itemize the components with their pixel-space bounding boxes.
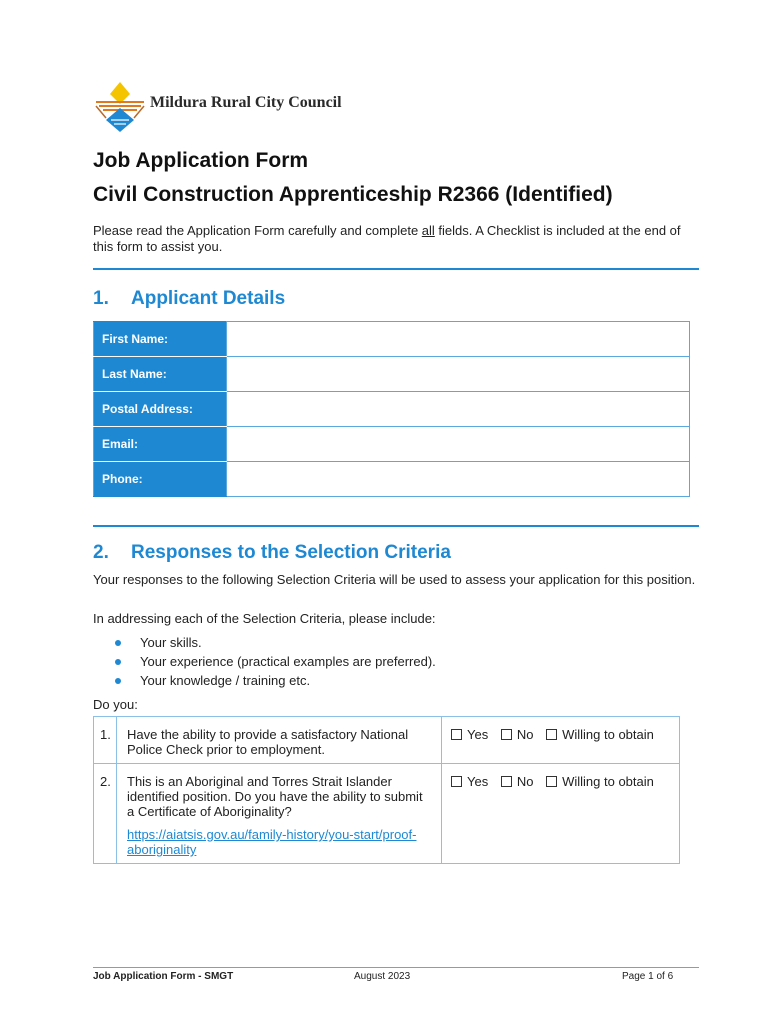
bullet-icon [115,659,121,665]
checkbox-icon[interactable] [546,729,557,740]
selection-criteria-table [93,716,680,864]
willing-to-obtain-option[interactable] [546,727,654,742]
section1-title: Applicant Details [131,288,286,309]
criterion-number: 1. [94,717,117,764]
first-name-field[interactable] [227,322,690,357]
option-label: Yes [467,727,489,742]
intro-emphasis: all [421,223,435,238]
bullet-text: Your skills. [140,635,202,650]
last-name-field[interactable] [227,357,690,392]
section2-number: 2. [93,542,109,563]
option-label: Yes [467,774,489,789]
org-name: Mildura Rural City Council [150,94,342,111]
criteria-bullet-list [115,633,436,690]
applicant-details-table [93,321,690,497]
intro-text [93,223,703,255]
postal-address-field[interactable] [227,392,690,427]
checkbox-icon[interactable] [451,776,462,787]
bullet-icon [115,640,121,646]
yes-option[interactable] [451,727,488,742]
table-row [94,764,680,864]
criterion-text [117,764,442,864]
postal-address-label: Postal Address: [94,392,227,427]
section2-title: Responses to the Selection Criteria [131,542,451,563]
checkbox-icon[interactable] [501,776,512,787]
option-label: Willing to obtain [562,774,654,789]
criteria-intro: Your responses to the following Selection Criteria will be used to assess your application for this position. [93,572,696,587]
council-logo [94,80,342,134]
list-item [115,671,436,690]
aboriginality-link[interactable]: https://aiatsis.gov.au/family-history/you-start/proof-aboriginality [127,827,417,857]
checkbox-icon[interactable] [546,776,557,787]
table-row [94,392,690,427]
email-field[interactable] [227,427,690,462]
last-name-label: Last Name: [94,357,227,392]
yes-option[interactable] [451,774,488,789]
checkbox-icon[interactable] [451,729,462,740]
table-row [94,357,690,392]
footer-page-number: Page 1 of 6 [622,971,674,982]
option-label: Willing to obtain [562,727,654,742]
footer-divider [93,967,699,968]
section-divider [93,268,699,270]
option-label: No [516,727,534,742]
criterion-question: Have the ability to provide a satisfactory National Police Check prior to employment. [127,727,409,757]
table-row [94,462,690,497]
section2-heading [93,542,451,564]
phone-label: Phone: [94,462,227,497]
do-you-label: Do you: [93,697,138,712]
bullet-text: Your experience (practical examples are preferred). [140,654,436,669]
email-label: Email: [94,427,227,462]
footer-doc-name: Job Application Form - SMGT [93,971,234,982]
bullet-text: Your knowledge / training etc. [140,673,311,688]
intro-part2: fields. A Checklist is included at the end of this form to assist you. [93,223,681,254]
table-row [94,427,690,462]
section-divider [93,525,699,527]
list-item [115,633,436,652]
form-title: Job Application Form [93,149,309,172]
table-row [94,322,690,357]
criterion-text [117,717,442,764]
option-label: No [516,774,534,789]
footer-date: August 2023 [354,971,411,982]
table-row [94,717,680,764]
criterion-options [442,717,680,764]
council-logo-icon [94,80,146,134]
section1-heading [93,288,285,310]
section1-number: 1. [93,288,109,309]
bullet-icon [115,678,121,684]
no-option[interactable] [501,774,534,789]
willing-to-obtain-option[interactable] [546,774,654,789]
checkbox-icon[interactable] [501,729,512,740]
list-item [115,652,436,671]
phone-field[interactable] [227,462,690,497]
criterion-question: This is an Aboriginal and Torres Strait Islander identified position. Do you have the ability to submit a Certificate of Aboriginality? [127,774,423,819]
intro-part1: Please read the Application Form carefully and complete [93,223,422,238]
criterion-number: 2. [94,764,117,864]
no-option[interactable] [501,727,534,742]
first-name-label: First Name: [94,322,227,357]
criteria-instructions: In addressing each of the Selection Criteria, please include: [93,611,436,626]
position-title: Civil Construction Apprenticeship R2366 (Identified) [93,183,613,206]
criterion-options [442,764,680,864]
